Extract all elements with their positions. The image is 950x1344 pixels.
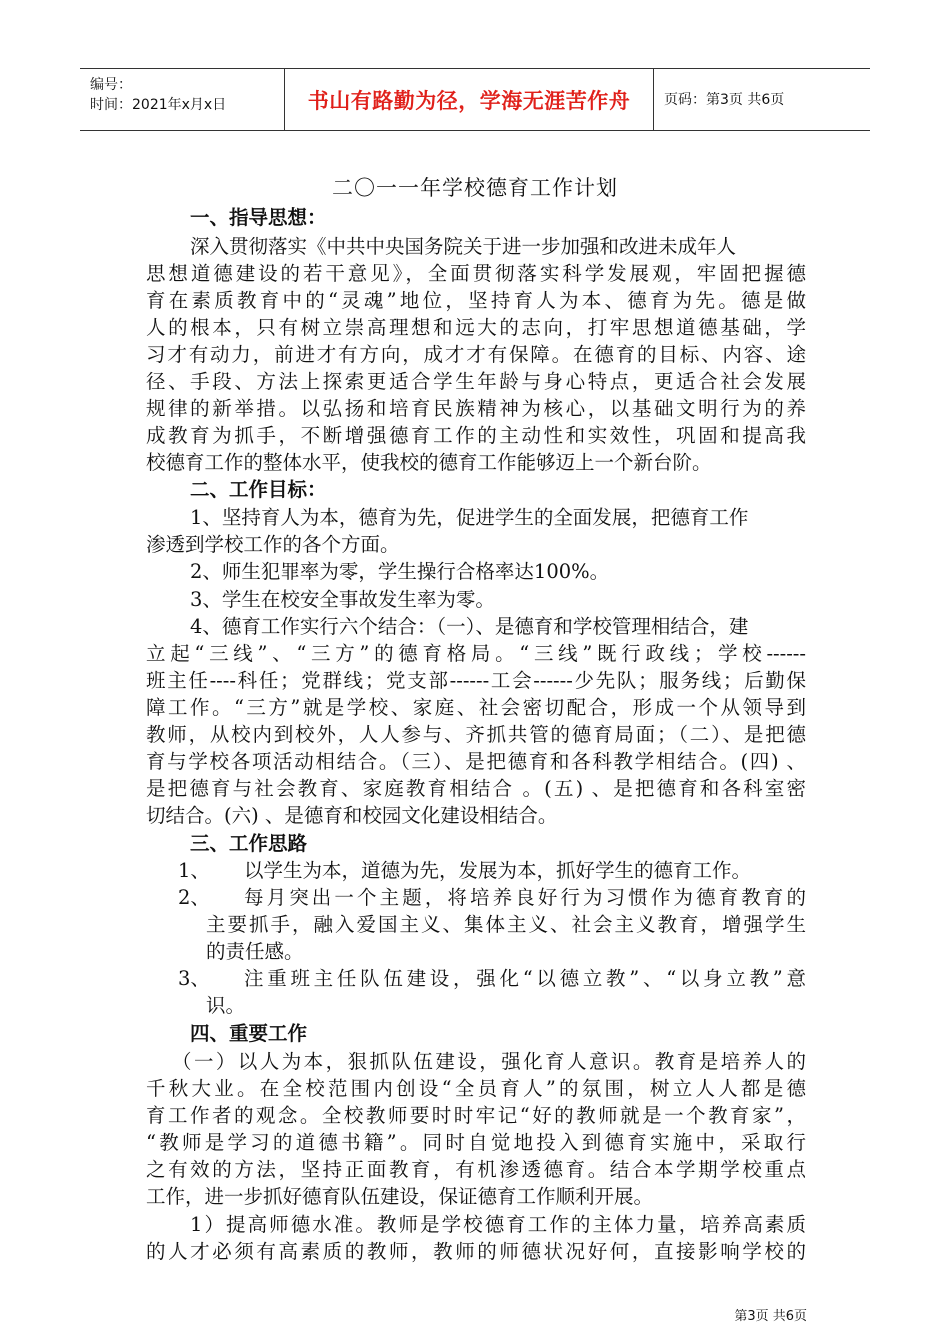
body-line: 深入贯彻落实《中共中央国务院关于进一步加强和改进未成年人	[190, 235, 737, 258]
body-line: 思想道德建设的若干意见》，全面贯彻落实科学发展观，牢固把握德	[146, 262, 806, 285]
body-line: 育工作者的观念。全校教师要时时牢记“好的教师就是一个教育家”，	[146, 1104, 806, 1127]
body-line: 1、坚持育人为本，德育为先，促进学生的全面发展，把德育工作	[190, 506, 749, 529]
page-footer: 第3页 共6页	[734, 1309, 807, 1324]
body-line: 3、学生在校安全事故发生率为零。	[190, 588, 495, 611]
list-item: 注重班主任队伍建设，强化“以德立教”、“以身立教”意	[244, 967, 806, 990]
body-line: 障工作。“三方”就是学校、家庭、社会密切配合，形成一个从领导到	[146, 696, 806, 719]
body-line: 校德育工作的整体水平，使我校的德育工作能够迈上一个新台阶。	[146, 451, 712, 474]
body-line: 径、手段、方法上探索更适合学生年龄与身心特点，更适合社会发展	[146, 370, 806, 393]
body-line: 班主任----科任；党群线；党支部------工会------少先队；服务线；后勤保	[146, 669, 806, 692]
body-line: 习才有动力，前进才有方向，成才才有保障。在德育的目标、内容、途	[146, 343, 806, 366]
document-title: 二〇一一年学校德育工作计划	[332, 176, 618, 200]
section-heading: 四、重要工作	[190, 1022, 308, 1045]
list-item: 识。	[206, 994, 246, 1017]
list-item: 的责任感。	[206, 940, 304, 963]
list-number: 1、	[178, 859, 210, 882]
section-heading: 二、工作目标：	[190, 478, 327, 501]
body-line: “教师是学习的道德书籍”。同时自觉地投入到德育实施中，采取行	[146, 1131, 806, 1154]
list-item: 以学生为本，道德为先，发展为本，抓好学生的德育工作。	[244, 859, 752, 882]
body-line: 人的根本，只有树立崇高理想和远大的志向，打牢思想道德基础，学	[146, 316, 806, 339]
body-line: 千秋大业。在全校范围内创设“全员育人”的氛围，树立人人都是德	[146, 1077, 806, 1100]
body-line: 2、师生犯罪率为零，学生操行合格率达100%。	[190, 560, 610, 583]
body-line: 成教育为抓手，不断增强德育工作的主动性和实效性，巩固和提高我	[146, 424, 806, 447]
body-line: 规律的新举措。以弘扬和培育民族精神为核心，以基础文明行为的养	[146, 397, 806, 420]
body-line: 立起“三线”、“三方”的德育格局。“三线”既行政线；学校------	[146, 642, 806, 665]
list-number: 2、	[178, 886, 210, 909]
header-page-info: 页码：第3页 共6页	[664, 92, 785, 108]
list-number: 3、	[178, 967, 210, 990]
body-line: 切结合。(六) 、是德育和校园文化建设相结合。	[146, 804, 558, 827]
body-line: （一）以人为本，狠抓队伍建设，强化育人意识。教育是培养人的	[172, 1050, 806, 1073]
header-divider	[653, 69, 654, 130]
header-left-cell	[90, 75, 226, 115]
body-line: 工作，进一步抓好德育队伍建设，保证德育工作顺利开展。	[146, 1185, 654, 1208]
body-line: 育在素质教育中的“灵魂”地位，坚持育人为本、德育为先。德是做	[146, 289, 806, 312]
body-line: 4、德育工作实行六个结合：（一）、是德育和学校管理相结合，建	[190, 615, 749, 638]
body-line: 是把德育与社会教育、家庭教育相结合 。(五) 、是把德育和各科室密	[146, 777, 806, 800]
body-line: 之有效的方法，坚持正面教育，有机渗透德育。结合本学期学校重点	[146, 1158, 806, 1181]
body-line: 1）提高师德水准。教师是学校德育工作的主体力量，培养高素质	[190, 1213, 806, 1236]
body-line: 的人才必须有高素质的教师，教师的师德状况好何，直接影响学校的	[146, 1240, 806, 1263]
body-line: 育与学校各项活动相结合。（三）、是把德育和各科教学相结合。(四) 、	[146, 750, 806, 773]
section-heading: 一、指导思想：	[190, 206, 327, 229]
serial-label: 编号：	[90, 77, 132, 93]
list-item: 每月突出一个主题，将培养良好行为习惯作为德育教育的	[244, 886, 806, 909]
body-line: 渗透到学校工作的各个方面。	[146, 533, 400, 556]
header-motto: 书山有路勤为径，学海无涯苦作舟	[307, 89, 631, 113]
section-heading: 三、工作思路	[190, 832, 308, 855]
list-item: 主要抓手，融入爱国主义、集体主义、社会主义教育，增强学生	[206, 913, 806, 936]
date-line: 时间：2021年x月x日	[90, 97, 227, 113]
body-line: 教师，从校内到校外，人人参与、齐抓共管的德育局面；（二）、是把德	[146, 723, 806, 746]
header-table	[80, 68, 870, 131]
